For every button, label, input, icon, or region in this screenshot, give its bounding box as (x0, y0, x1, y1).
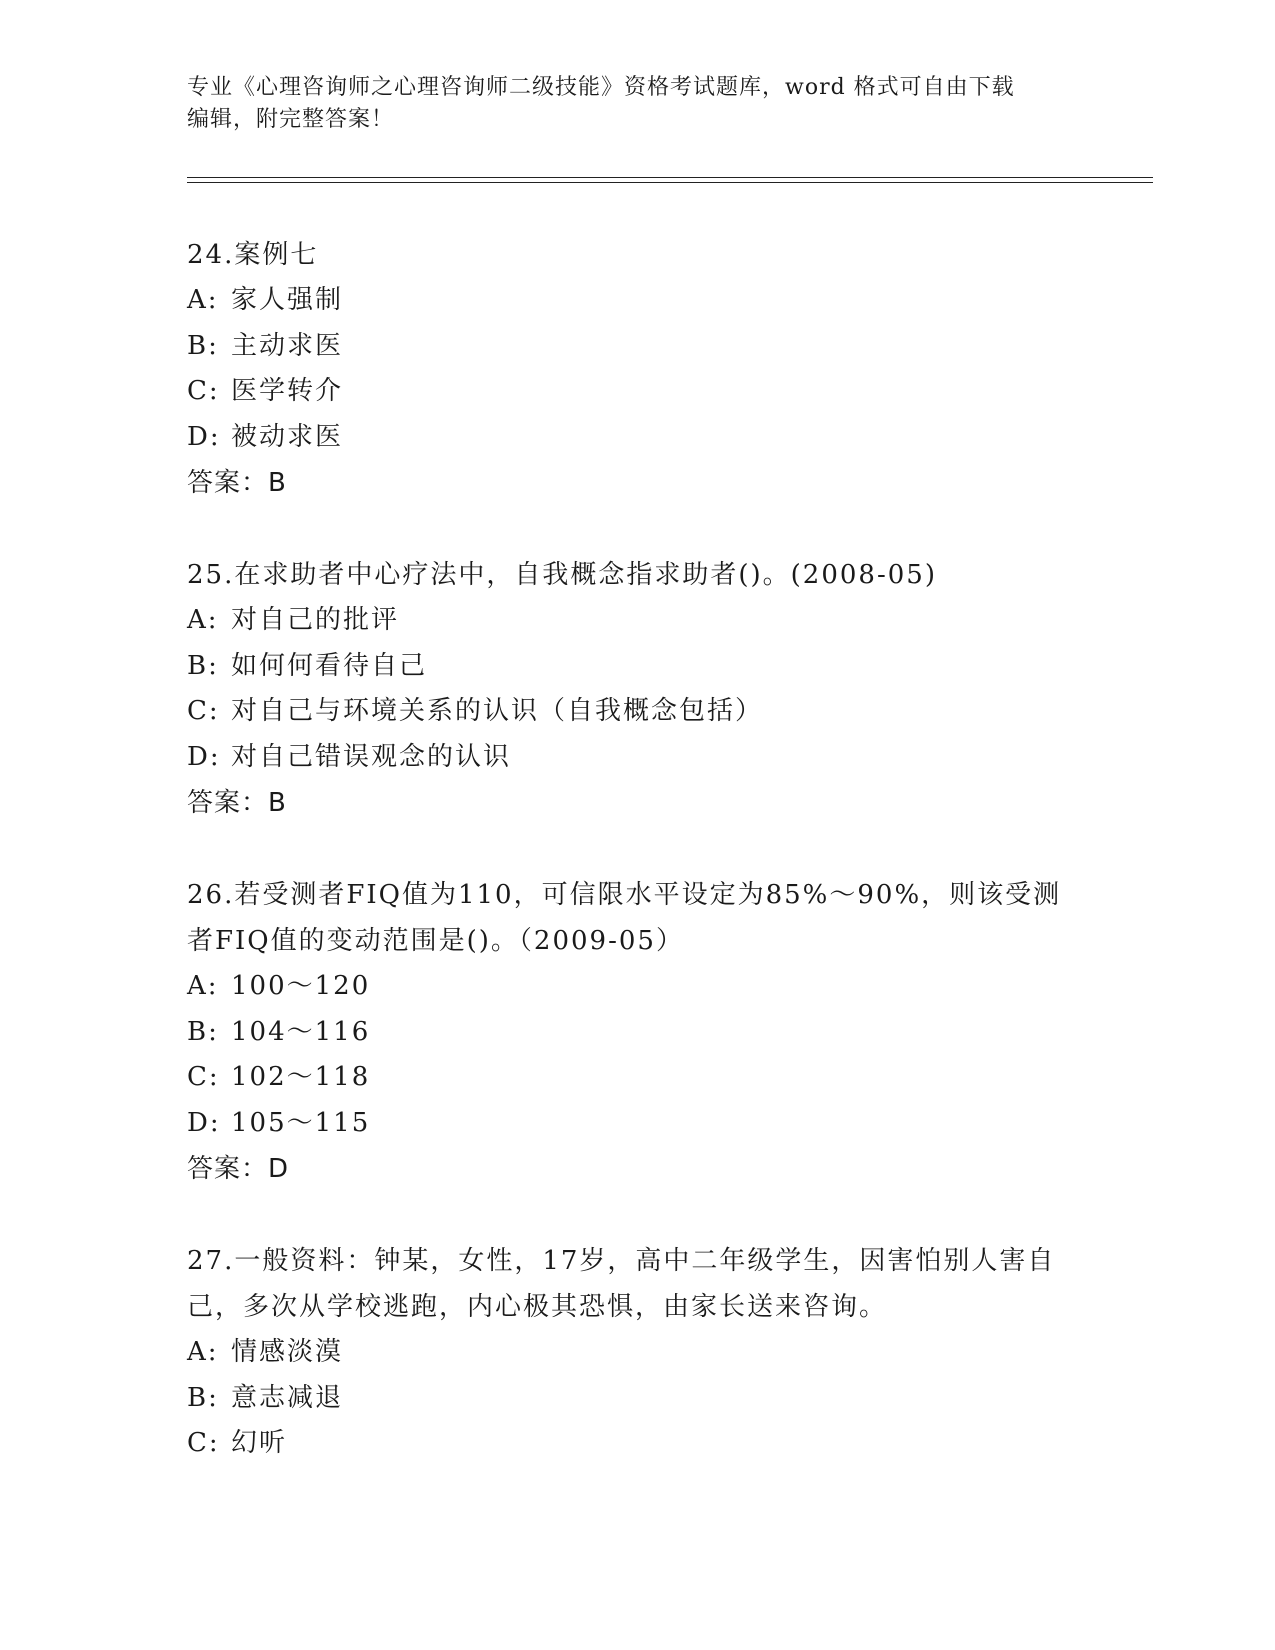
option-letter: B: (187, 330, 219, 361)
option-text: 104～116 (231, 1016, 371, 1047)
answer-line: 答案：B (187, 468, 287, 498)
option-a (187, 1330, 1087, 1376)
answer-line: 答案：B (187, 788, 287, 818)
question-27 (187, 1238, 1087, 1467)
option-text: 105～115 (231, 1107, 371, 1138)
option-d (187, 1101, 1087, 1147)
option-letter: D: (187, 1107, 221, 1138)
option-b (187, 1376, 1087, 1422)
question-stem: 25.在求助者中心疗法中，自我概念指求助者()。(2008-05) (187, 560, 937, 590)
option-a (187, 598, 1087, 644)
option-letter: C: (187, 1428, 220, 1458)
option-text: 情感淡漠 (231, 1337, 344, 1367)
header-line-1: 专业《心理咨询师之心理咨询师二级技能》资格考试题库，word 格式可自由下载 (187, 75, 1015, 100)
answer-line: 答案：D (187, 1154, 290, 1184)
option-letter: A: (187, 971, 219, 1001)
option-b (187, 324, 1087, 370)
question-26 (187, 872, 1087, 1192)
option-text: 如何何看待自己 (231, 650, 428, 681)
option-text: 主动求医 (231, 330, 344, 361)
option-b (187, 1010, 1087, 1056)
option-text: 对自己错误观念的认识 (231, 741, 512, 772)
option-letter: D: (187, 421, 221, 452)
option-letter: C: (187, 1062, 220, 1092)
option-text: 100～120 (231, 971, 371, 1001)
option-letter: B: (187, 1016, 219, 1047)
option-text: 102～118 (231, 1062, 371, 1092)
option-letter: A: (187, 285, 219, 315)
option-text: 对自己与环境关系的认识（自我概念包括） (231, 696, 764, 726)
option-c (187, 369, 1087, 415)
option-text: 意志减退 (231, 1382, 344, 1413)
question-stem: 27.一般资料：钟某，女性，17岁，高中二年级学生，因害怕别人害自己，多次从学校逃跑，内心极其恐惧，由家长送来咨询。 (187, 1246, 1056, 1322)
header-rule-bottom (187, 182, 1153, 183)
option-text: 对自己的批评 (231, 605, 400, 635)
option-letter: C: (187, 376, 220, 406)
question-stem: 24.案例七 (187, 240, 319, 270)
question-24 (187, 232, 1087, 506)
question-stem: 26.若受测者FIQ值为110，可信限水平设定为85%～90%，则该受测者FIQ值的变动范围是()。（2009-05） (187, 880, 1062, 956)
option-d (187, 735, 1087, 781)
header-line-2: 编辑，附完整答案！ (187, 107, 395, 132)
option-letter: D: (187, 741, 221, 772)
option-text: 家人强制 (231, 285, 344, 315)
option-letter: A: (187, 605, 219, 635)
header-rule-top (187, 177, 1153, 178)
option-text: 幻听 (231, 1428, 288, 1458)
option-a (187, 278, 1087, 324)
question-25 (187, 552, 1087, 826)
option-text: 被动求医 (231, 421, 344, 452)
option-letter: A: (187, 1337, 219, 1367)
question-list (187, 232, 1087, 1513)
option-a (187, 964, 1087, 1010)
option-c (187, 1421, 1087, 1467)
option-d (187, 415, 1087, 461)
option-letter: B: (187, 1382, 219, 1413)
document-header (187, 72, 1067, 136)
option-letter: C: (187, 696, 220, 726)
option-text: 医学转介 (231, 376, 344, 406)
option-letter: B: (187, 650, 219, 681)
option-c (187, 1055, 1087, 1101)
option-c (187, 689, 1087, 735)
option-b (187, 644, 1087, 690)
